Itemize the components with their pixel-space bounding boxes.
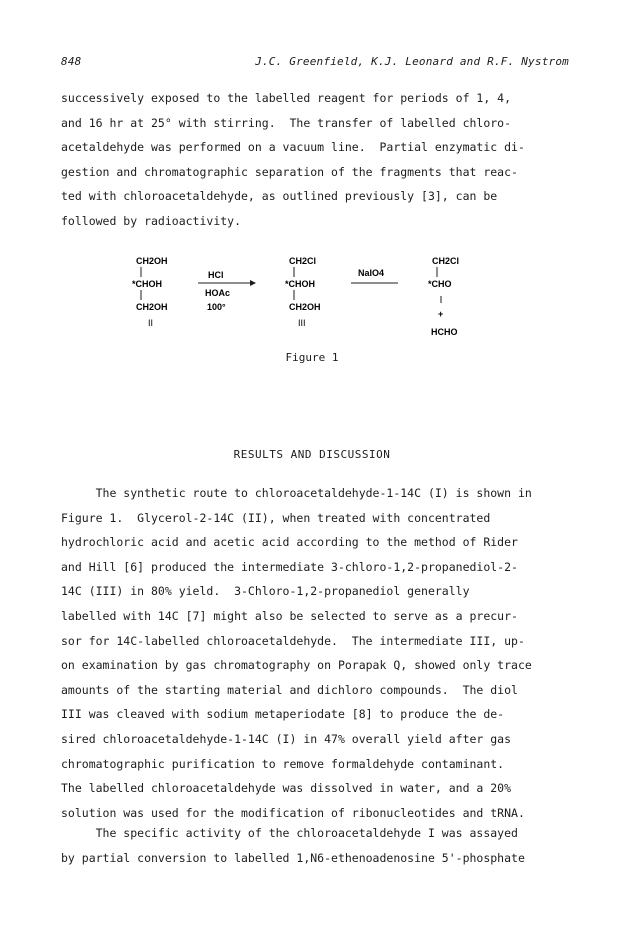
arrow-1-temp: 100° [207,302,226,312]
compound-iii-top: CH2Cl [289,256,317,266]
paragraph-2 [61,481,566,825]
text-line: by partial conversion to labelled 1,N6-ethenoadenosine 5'-phosphate [61,850,525,865]
compound-ii-top: CH2OH [136,256,168,266]
compound-ii-mid: *CHOH [132,279,163,289]
text-line: and 16 hr at 25° with stirring. The transfer of labelled chloro- [61,115,512,130]
arrow-2-reagent: NaIO4 [358,268,385,278]
arrow-1 [198,270,256,312]
compound-iii-label: III [298,318,306,328]
text-line: successively exposed to the labelled reagent for periods of 1, 4, [61,91,512,105]
section-heading: RESULTS AND DISCUSSION [233,448,391,461]
text-line: hydrochloric acid and acetic acid according to the method of Rider [61,535,518,550]
reaction-scheme [0,248,624,343]
compound-ii-bot: CH2OH [136,302,168,312]
arrow-1-solvent: HOAc [205,288,231,298]
text-line: ted with chloroacetaldehyde, as outlined previously [3], can be [61,189,498,204]
product-bot: HCHO [431,327,458,337]
text-line: labelled with 14C [7] might also be selected to serve as a precur- [61,608,518,623]
text-line: III was cleaved with sodium metaperiodate [8] to produce the de- [61,707,505,722]
text-line: sor for 14C-labelled chloroacetaldehyde. The intermediate III, up- [61,633,525,648]
compound-iii-bot: CH2OH [289,302,321,312]
text-line: followed by radioactivity. [61,213,242,228]
text-line: sired chloroacetaldehyde-1-14C (I) in 47% overall yield after gas [61,731,512,746]
compound-iii [285,256,321,328]
text-line: 14C (III) in 80% yield. 3-Chloro-1,2-propanediol generally [61,584,470,599]
text-line: The labelled chloroacetaldehyde was dissolved in water, and a 20% [61,781,512,796]
product-top: CH2Cl [432,256,460,266]
figure-caption: Figure 1 [285,351,339,364]
arrow-2 [351,268,398,283]
products [428,256,459,337]
paragraph-3 [61,821,566,870]
text-line: amounts of the starting material and dichloro compounds. The diol [61,682,518,697]
text-line: solution was used for the modification of ribonucleotides and tRNA. [61,805,525,820]
text-line: The synthetic route to chloroacetaldehyde-1-14C (I) is shown in [61,486,532,500]
text-line: gestion and chromatographic separation of the fragments that reac- [61,164,518,179]
product-mid: *CHO [428,279,452,289]
text-line: and Hill [6] produced the intermediate 3-chloro-1,2-propanediol-2- [61,559,518,574]
arrow-1-reagent: HCl [208,270,224,280]
compound-ii [132,256,168,328]
page-number: 848 [61,55,82,68]
product-plus: + [438,309,444,319]
text-line: acetaldehyde was performed on a vacuum line. Partial enzymatic di- [61,140,525,155]
text-line: on examination by gas chromatography on Porapak Q, showed only trace [61,658,532,673]
compound-iii-mid: *CHOH [285,279,316,289]
running-head: J.C. Greenfield, K.J. Leonard and R.F. Nystrom [255,55,569,68]
paragraph-1 [61,86,566,234]
text-line: chromatographic purification to remove formaldehyde contaminant. [61,756,505,771]
text-line: Figure 1. Glycerol-2-14C (II), when treated with concentrated [61,510,491,525]
text-line: The specific activity of the chloroacetaldehyde I was assayed [61,826,518,840]
compound-ii-label: II [148,318,154,328]
